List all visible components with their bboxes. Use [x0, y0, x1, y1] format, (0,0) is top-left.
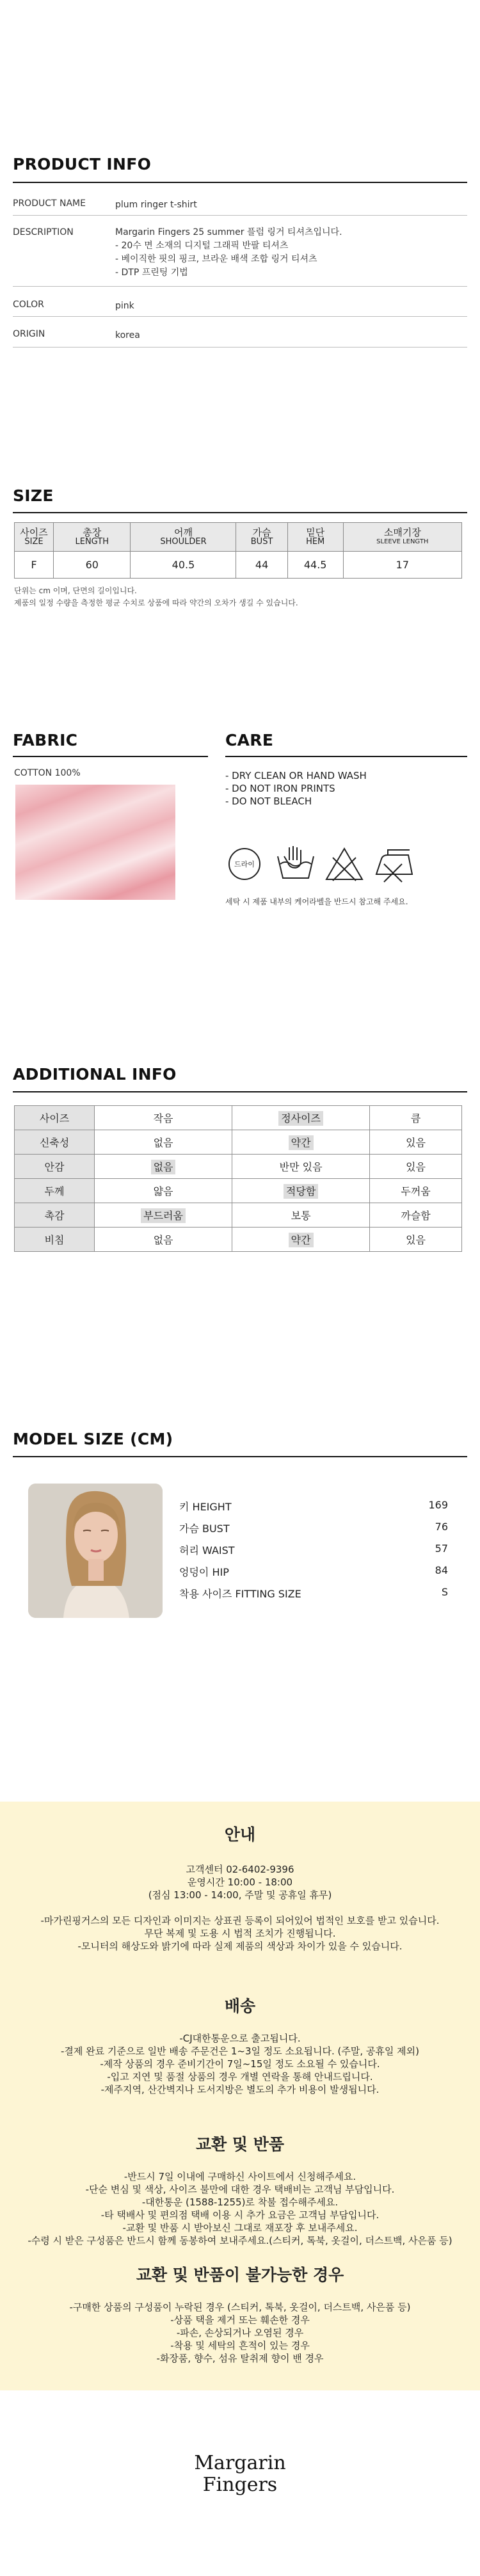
- size-note-1: 단위는 cm 이며, 단면의 길이입니다.: [14, 586, 137, 595]
- table-row: [15, 1155, 462, 1179]
- size-cell: 17: [343, 552, 461, 579]
- origin-value: korea: [115, 330, 140, 340]
- origin-label: ORIGIN: [13, 329, 45, 339]
- no-return-line: -파손, 손상되거나 오염된 경우: [176, 2327, 304, 2339]
- shipping-title: 배송: [224, 1997, 256, 2015]
- cell: [370, 1106, 462, 1130]
- cell: [370, 1228, 462, 1252]
- header-ko: 사이즈: [20, 527, 48, 538]
- size-cell: 40.5: [131, 552, 236, 579]
- model-size-divider: [13, 1456, 467, 1457]
- table-row: [15, 1179, 462, 1203]
- table-row: [15, 1130, 462, 1155]
- row-divider: [13, 286, 467, 287]
- cell-text: 얇음: [153, 1185, 173, 1197]
- size-title: SIZE: [13, 486, 54, 505]
- no-return-title: 교환 및 반품이 불가능한 경우: [136, 2266, 344, 2284]
- guide-line: 운영시간 10:00 - 18:00: [187, 1876, 293, 1888]
- header-ko: 어깨: [173, 527, 193, 538]
- care-divider: [225, 756, 467, 757]
- model-row: [179, 1542, 448, 1557]
- model-row: [179, 1521, 448, 1535]
- color-value: pink: [115, 301, 134, 311]
- return-line: -타 택배사 및 편의점 택배 이용 시 추가 요금은 고객님 부담입니다.: [100, 2209, 380, 2221]
- model-row-label: 키 HEIGHT: [179, 1501, 232, 1513]
- product-info-divider: [13, 182, 467, 183]
- product-name-value: plum ringer t-shirt: [115, 200, 197, 210]
- row-label: 촉감: [15, 1203, 95, 1228]
- no-return-line: -상품 택을 제거 또는 훼손한 경우: [170, 2314, 310, 2326]
- header-ko: 가슴: [252, 527, 271, 538]
- cell: [232, 1106, 370, 1130]
- description-line-2: - 20수 면 소재의 디지털 그래픽 반팔 티셔츠: [115, 241, 289, 251]
- cell-text: 보통: [291, 1210, 311, 1222]
- model-row-label: 가슴 BUST: [179, 1523, 230, 1535]
- model-row-value: 169: [428, 1499, 448, 1511]
- cell: [370, 1130, 462, 1155]
- brand-logo-line-2: Fingers: [202, 2474, 278, 2496]
- header-en: BUST: [250, 537, 273, 547]
- cell: [95, 1228, 232, 1252]
- size-header-size: [15, 523, 54, 552]
- return-title: 교환 및 반품: [195, 2135, 285, 2154]
- cell: [95, 1155, 232, 1179]
- no-bleach-icon: [324, 845, 365, 883]
- return-line: -수령 시 받은 구성품은 반드시 함께 동봉하여 보내주세요.(스티커, 톡북, 옷걸이, 더스트백, 사은품 등): [28, 2235, 452, 2246]
- size-cell: F: [15, 552, 54, 579]
- header-en: HEM: [306, 537, 325, 547]
- size-header-hem: [287, 523, 343, 552]
- row-divider: [13, 316, 467, 317]
- size-table: [14, 522, 462, 579]
- cell: [95, 1130, 232, 1155]
- model-row-value: S: [441, 1586, 448, 1598]
- cell-text: 큼: [410, 1112, 421, 1124]
- size-cell: 44.5: [287, 552, 343, 579]
- guide-line: (점심 13:00 - 14:00, 주말 및 공휴일 휴무): [148, 1889, 332, 1901]
- no-return-line: -화장품, 향수, 섬유 탈취제 향이 밴 경우: [156, 2353, 324, 2364]
- header-ko: 총장: [83, 527, 102, 538]
- no-return-line: -구매한 상품의 구성품이 누락된 경우 (스티커, 톡북, 옷걸이, 더스트백, 사은품 등): [69, 2301, 411, 2313]
- care-line-3: - DO NOT BLEACH: [225, 796, 312, 807]
- guide-line: 고객센터 02-6402-9396: [186, 1864, 294, 1875]
- cell-text-selected: 약간: [289, 1135, 314, 1150]
- cell: [370, 1155, 462, 1179]
- color-label: COLOR: [13, 300, 44, 310]
- cell-text-selected: 정사이즈: [278, 1111, 323, 1126]
- cell: [95, 1106, 232, 1130]
- model-row-value: 76: [435, 1521, 448, 1533]
- model-row: [179, 1586, 448, 1601]
- fabric-title: FABRIC: [13, 731, 78, 749]
- shipping-line: -제작 상품의 경우 준비기간이 7일~15일 정도 소요될 수 있습니다.: [100, 2058, 380, 2070]
- model-row-value: 57: [435, 1542, 448, 1555]
- cell-text: 있음: [406, 1234, 426, 1246]
- description-line-4: - DTP 프린팅 기법: [115, 268, 188, 278]
- cell: [232, 1155, 370, 1179]
- row-divider: [13, 347, 467, 348]
- row-label: 비침: [15, 1228, 95, 1252]
- cell: [95, 1179, 232, 1203]
- size-note-2: 제품의 일정 수량을 측정한 평균 수치로 상품에 따라 약간의 오차가 생길 수 있습니다.: [14, 598, 298, 607]
- fabric-swatch: [15, 785, 175, 900]
- dry-clean-icon: [225, 846, 264, 882]
- cell: [370, 1179, 462, 1203]
- iron-icon: [372, 845, 417, 883]
- model-row-value: 84: [435, 1564, 448, 1576]
- size-cell: 44: [236, 552, 287, 579]
- shipping-line: -결제 완료 기준으로 일반 배송 주문건은 1~3일 정도 소요됩니다. (주말, 공휴일 제외): [61, 2045, 419, 2057]
- no-return-line: -착용 및 세탁의 흔적이 있는 경우: [170, 2340, 310, 2351]
- header-ko: 밑단: [306, 527, 325, 538]
- cell-text: 까슬함: [401, 1210, 431, 1222]
- table-row: [15, 1106, 462, 1130]
- fabric-composition: COTTON 100%: [14, 768, 81, 778]
- model-row-label: 착용 사이즈 FITTING SIZE: [179, 1588, 301, 1600]
- guide-line: 무단 복제 및 도용 시 법적 조치가 진행됩니다.: [144, 1928, 336, 1939]
- cell: [232, 1130, 370, 1155]
- size-divider: [13, 512, 467, 513]
- size-header-shoulder: [131, 523, 236, 552]
- return-line: -대한통운 (1588-1255)로 착불 접수해주세요.: [141, 2196, 339, 2208]
- header-en: SLEEVE LENGTH: [376, 538, 429, 545]
- dry-clean-icon-text: 드라이: [234, 860, 255, 868]
- header-en: SHOULDER: [160, 537, 207, 547]
- shipping-line: -제주지역, 산간벽지나 도서지방은 별도의 추가 비용이 발생됩니다.: [100, 2084, 380, 2095]
- product-name-label: PRODUCT NAME: [13, 198, 86, 209]
- row-label: 사이즈: [15, 1106, 95, 1130]
- model-row: [179, 1564, 448, 1579]
- row-divider: [13, 215, 467, 216]
- size-header-length: [54, 523, 131, 552]
- cell-text-selected: 약간: [289, 1233, 314, 1247]
- shipping-line: -입고 지연 및 품절 상품의 경우 개별 연락을 통해 안내드립니다.: [107, 2071, 373, 2083]
- description-line-1: Margarin Fingers 25 summer 플럼 링거 티셔츠입니다.: [115, 227, 342, 237]
- model-size-title: MODEL SIZE (CM): [13, 1430, 173, 1448]
- hand-wash-icon: [275, 845, 316, 883]
- guide-title: 안내: [224, 1825, 256, 1844]
- additional-info-divider: [13, 1091, 467, 1092]
- header-en: LENGTH: [75, 537, 109, 547]
- row-label: 두께: [15, 1179, 95, 1203]
- model-photo: [28, 1484, 163, 1618]
- size-header-sleeve: [343, 523, 461, 552]
- cell-text-selected: 부드러움: [141, 1208, 186, 1223]
- cell-text: 반만 있음: [279, 1161, 323, 1173]
- cell-text: 없음: [153, 1234, 173, 1246]
- care-note: 세탁 시 제품 내부의 케어라벨을 반드시 참고해 주세요.: [225, 897, 408, 906]
- description-label: DESCRIPTION: [13, 227, 74, 237]
- return-line: -교환 및 반품 시 받아보신 그대로 재포장 후 보내주세요.: [122, 2222, 358, 2234]
- model-row-label: 허리 WAIST: [179, 1544, 235, 1556]
- cell-text: 작음: [153, 1112, 173, 1124]
- fabric-divider: [13, 756, 208, 757]
- care-line-2: - DO NOT IRON PRINTS: [225, 783, 335, 794]
- cell-text: 없음: [153, 1137, 173, 1149]
- shipping-line: -CJ대한통운으로 출고됩니다.: [179, 2033, 301, 2044]
- cell-text: 있음: [406, 1137, 426, 1149]
- row-label: 안감: [15, 1155, 95, 1179]
- cell-text: 두꺼움: [401, 1185, 431, 1197]
- return-line: -반드시 7일 이내에 구매하신 사이트에서 신청해주세요.: [124, 2171, 356, 2182]
- table-row: [15, 1228, 462, 1252]
- guide-line: -모니터의 해상도와 밝기에 따라 실제 제품의 색상과 차이가 있을 수 있습니다.: [77, 1940, 403, 1952]
- size-cell: 60: [54, 552, 131, 579]
- cell: [95, 1203, 232, 1228]
- cell-text: 있음: [406, 1161, 426, 1173]
- model-row: [179, 1499, 448, 1514]
- cell-text-selected: 없음: [151, 1160, 176, 1174]
- row-label: 신축성: [15, 1130, 95, 1155]
- size-header-bust: [236, 523, 287, 552]
- header-ko: 소매기장: [383, 527, 421, 538]
- description-line-3: - 베이직한 핏의 핑크, 브라운 배색 조합 링거 티셔츠: [115, 254, 317, 264]
- cell: [232, 1179, 370, 1203]
- header-en: SIZE: [24, 537, 44, 547]
- table-row: [15, 1203, 462, 1228]
- cell: [370, 1203, 462, 1228]
- additional-info-table: [14, 1105, 462, 1252]
- model-row-label: 엉덩이 HIP: [179, 1566, 229, 1578]
- care-line-1: - DRY CLEAN OR HAND WASH: [225, 770, 367, 781]
- care-title: CARE: [225, 731, 274, 749]
- cell: [232, 1228, 370, 1252]
- product-info-title: PRODUCT INFO: [13, 155, 152, 173]
- cell: [232, 1203, 370, 1228]
- guide-line: -마가린핑거스의 모든 디자인과 이미지는 상표권 등록이 되어있어 법적인 보호를 받고 있습니다.: [40, 1915, 440, 1926]
- additional-info-title: ADDITIONAL INFO: [13, 1065, 177, 1084]
- cell-text-selected: 적당함: [284, 1184, 318, 1199]
- notice-box: [0, 1802, 480, 2390]
- return-line: -단순 변심 및 색상, 사이즈 불만에 대한 경우 택배비는 고객님 부담입니다.: [85, 2184, 395, 2195]
- brand-logo-line-1: Margarin: [194, 2452, 286, 2474]
